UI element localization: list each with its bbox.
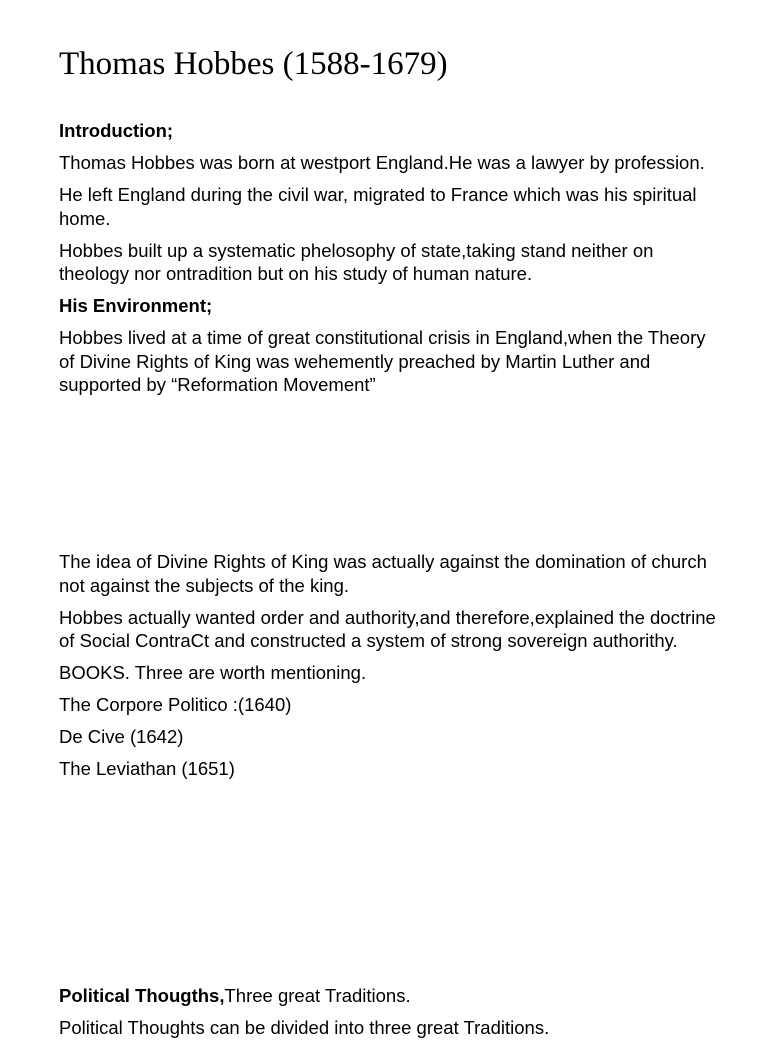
paragraph: He left England during the civil war, migrated to France which was his spiritual home. xyxy=(59,184,697,229)
introduction-heading: Introduction; xyxy=(59,120,174,141)
paragraph: The idea of Divine Rights of King was actually against the domination of church not against the subjects of the king. xyxy=(59,551,707,596)
paragraph: Hobbes actually wanted order and authority,and therefore,explained the doctrine of Social ContraCt and constructed a system of strong sovereign authorithy. xyxy=(59,606,716,651)
political-thoughts-heading xyxy=(59,984,719,1008)
paragraph: Hobbes built up a systematic phelosophy of state,taking stand neither on theology nor ontradition but on his study of human nature. xyxy=(59,239,654,284)
document-title: Thomas Hobbes (1588-1679) xyxy=(59,46,448,82)
book-item: The Corpore Politico :(1640) xyxy=(59,694,292,715)
paragraph: Political Thoughts can be divided into three great Traditions. xyxy=(59,1017,550,1038)
books-intro: BOOKS. Three are worth mentioning. xyxy=(59,662,367,683)
text-block-political-thoughts xyxy=(59,984,719,1048)
paragraph: Hobbes lived at a time of great constitutional crisis in England,when the Theory of Divine Rights of King was wehemently preached by Martin Luther and supported by “Reformation Movement” xyxy=(59,327,706,395)
book-item: De Cive (1642) xyxy=(59,726,184,747)
text-block-intro xyxy=(59,119,719,405)
text-block-doctrine xyxy=(59,550,719,789)
book-item: The Leviathan (1651) xyxy=(59,758,235,779)
paragraph: Thomas Hobbes was born at westport England.He was a lawyer by profession. xyxy=(59,152,705,173)
heading-regular-run: Three great Traditions. xyxy=(224,985,411,1006)
heading-bold-run: Political Thougths, xyxy=(59,985,225,1006)
environment-heading: His Environment; xyxy=(59,295,213,316)
